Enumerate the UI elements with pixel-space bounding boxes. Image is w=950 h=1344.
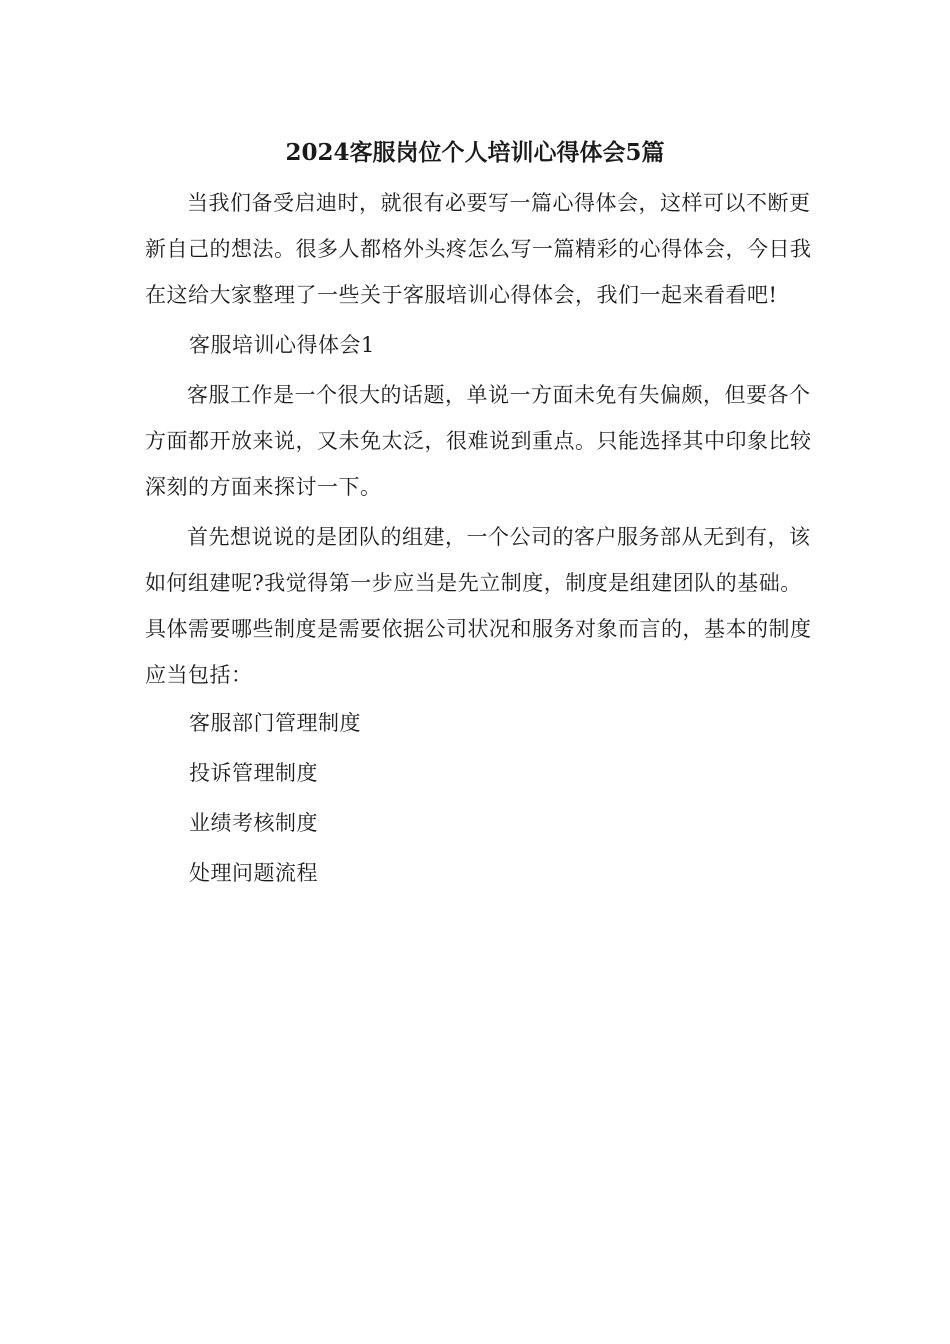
list-item: 业绩考核制度 <box>189 811 318 835</box>
paragraph-1: 客服工作是一个很大的话题，单说一方面未免有失偏颇，但要各个方面都开放来说，又未免太泛，很难说到重点。只能选择其中印象比较深刻的方面来探讨一下。 <box>145 383 812 499</box>
paragraph-2: 首先想说说的是团队的组建，一个公司的客户服务部从无到有，该如何组建呢?我觉得第一步应当是先立制度，制度是组建团队的基础。具体需要哪些制度是需要依据公司状况和服务对象而言的，基本的制度应当包括： <box>145 525 812 687</box>
list-item: 处理问题流程 <box>189 861 318 885</box>
document-title: 2024客服岗位个人培训心得体会5篇 <box>285 139 665 166</box>
intro-paragraph: 当我们备受启迪时，就很有必要写一篇心得体会，这样可以不断更新自己的想法。很多人都格外头疼怎么写一篇精彩的心得体会，今日我在这给大家整理了一些关于客服培训心得体会，我们一起来看看吧! <box>145 191 812 307</box>
list-item: 投诉管理制度 <box>189 761 318 785</box>
document-body <box>145 180 815 898</box>
section-heading: 客服培训心得体会1 <box>189 333 375 357</box>
list-item: 客服部门管理制度 <box>189 711 361 735</box>
